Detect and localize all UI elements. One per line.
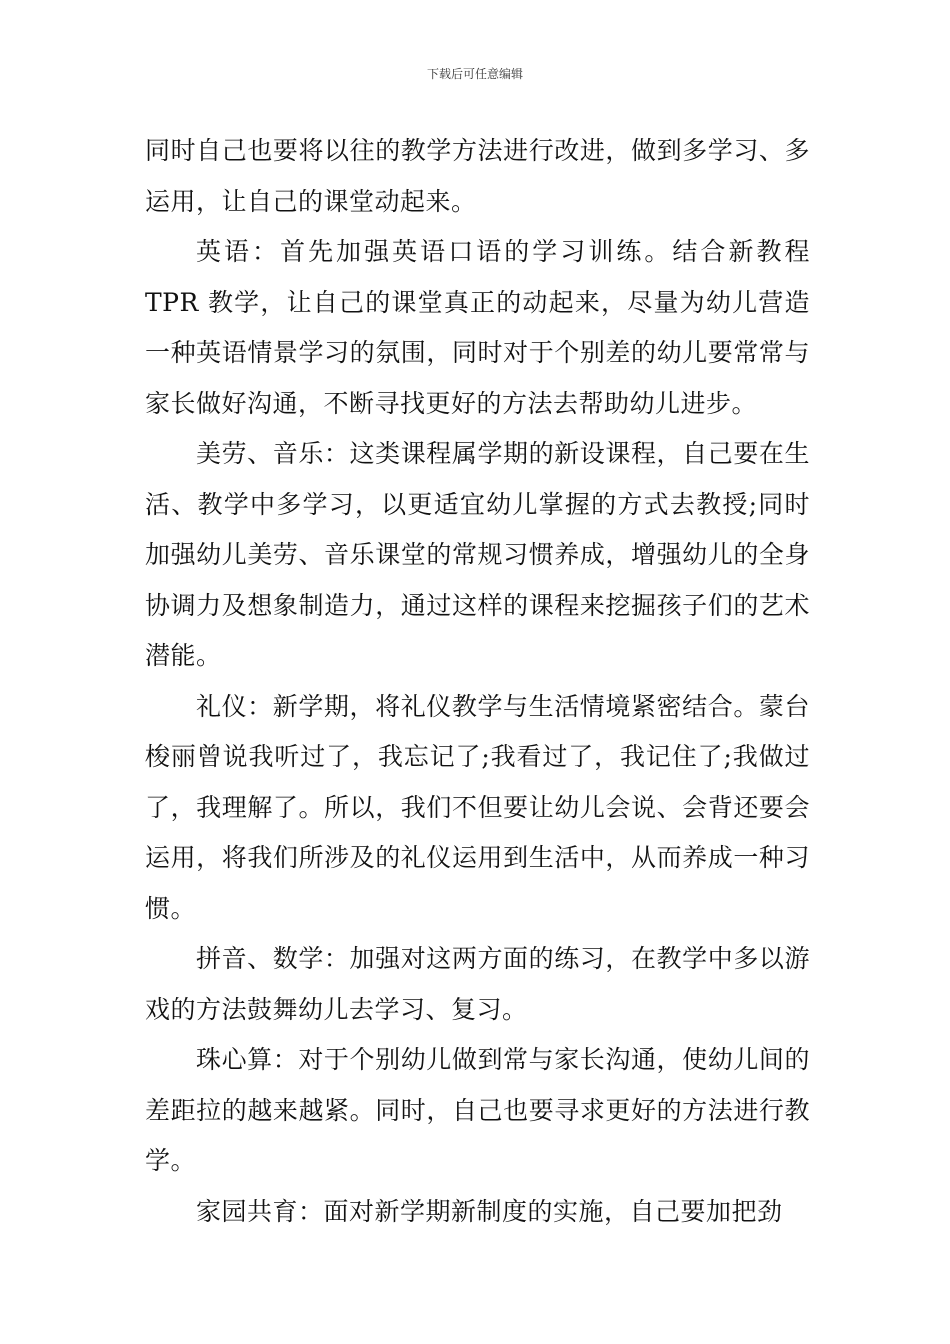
page-header: 下载后可任意编辑 — [426, 67, 523, 81]
paragraph-continuation: 同时自己也要将以往的教学方法进行改进，做到多学习、多运用，让自己的课堂动起来。 — [145, 136, 810, 216]
paragraph-home-school: 家园共育：面对新学期新制度的实施，自己要加把劲 — [196, 1196, 783, 1226]
document-body — [145, 126, 810, 1237]
paragraph-abacus: 珠心算：对于个别幼儿做到常与家长沟通，使幼儿间的差距拉的越来越紧。同时，自己也要寻求更好的方法进行教学。 — [145, 1045, 810, 1175]
paragraph-art-music: 美劳、音乐：这类课程属学期的新设课程，自己要在生活、教学中多学习，以更适宜幼儿掌握的方式去教授;同时加强幼儿美劳、音乐课堂的常规习惯养成，增强幼儿的全身协调力及想象制造力，通过这样的课程来挖掘孩子们的艺术潜能。 — [145, 439, 810, 670]
paragraph-english: 英语：首先加强英语口语的学习训练。结合新教程 TPR 教学，让自己的课堂真正的动起来，尽量为幼儿营造一种英语情景学习的氛围，同时对于个别差的幼儿要常常与家长做好沟通，不断寻找更好的方法去帮助幼儿进步。 — [145, 237, 810, 418]
paragraph-pinyin-math: 拼音、数学：加强对这两方面的练习，在教学中多以游戏的方法鼓舞幼儿去学习、复习。 — [145, 944, 810, 1024]
paragraph-etiquette: 礼仪：新学期，将礼仪教学与生活情境紧密结合。蒙台梭丽曾说我听过了，我忘记了;我看过了，我记住了;我做过了，我理解了。所以，我们不但要让幼儿会说、会背还要会运用，将我们所涉及的礼仪运用到生活中，从而养成一种习惯。 — [145, 691, 810, 923]
